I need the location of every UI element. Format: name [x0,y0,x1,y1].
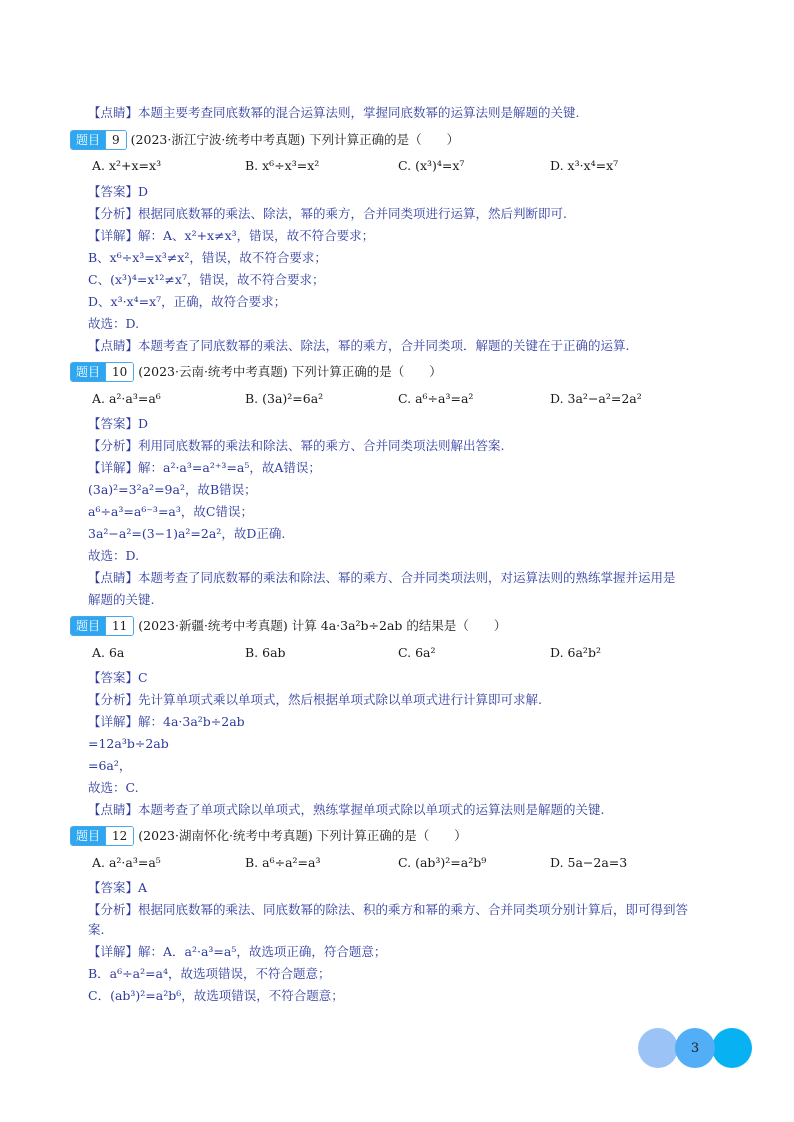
option-c: C. 6a² [398,645,436,660]
question-tag-label: 题目 [71,827,105,845]
question-stem: (2023·云南·统考中考真题) 下列计算正确的是（ ） [138,364,442,379]
option-c: C. (x³)⁴=x⁷ [398,158,465,173]
answer: 【答案】C [88,670,148,685]
detail-line: 【详解】解：4a·3a²b÷2ab [88,714,245,729]
option-c: C. (ab³)²=a²b⁹ [398,855,487,870]
analysis: 案. [88,922,105,937]
page-number: 3 [675,1028,715,1068]
option-d: D. x³·x⁴=x⁷ [550,158,619,173]
detail-line: 3a²−a²=(3−1)a²=2a²，故D正确. [88,526,286,541]
question-tag [70,616,134,636]
question-tag [70,130,127,150]
question-tag-label: 题目 [71,617,105,635]
note: 【点睛】本题考查了单项式除以单项式，熟练掌握单项式除以单项式的运算法则是解题的关键. [88,802,605,817]
question-tag-label: 题目 [71,131,105,149]
detail-line: 【详解】解：A．a²·a³=a⁵，故选项正确，符合题意； [88,944,387,959]
analysis: 【分析】根据同底数幂的乘法、除法，幂的乘方，合并同类项进行运算，然后判断即可. [88,206,567,221]
detail-line: 【详解】解：A、x²+x≠x³，错误，故不符合要求； [88,228,375,243]
answer: 【答案】A [88,880,148,895]
option-a: A. a²·a³=a⁶ [92,391,161,406]
detail-line: B、x⁶÷x³=x³≠x²，错误，故不符合要求； [88,250,327,265]
option-c: C. a⁶÷a³=a² [398,391,474,406]
question-number: 9 [105,131,126,149]
question-11-header [70,616,506,636]
detail-line: 故选：D. [88,316,140,331]
question-stem: (2023·新疆·统考中考真题) 计算 4a·3a²b÷2ab 的结果是（ ） [138,618,507,633]
detail-line: 【详解】解：a²·a³=a²⁺³=a⁵，故A错误； [88,460,321,475]
decorative-circle [638,1028,678,1068]
answer: 【答案】D [88,184,149,199]
option-d: D. 6a²b² [550,645,601,660]
question-stem: (2023·浙江宁波·统考中考真题) 下列计算正确的是（ ） [130,132,460,147]
analysis: 【分析】根据同底数幂的乘法、同底数幂的除法、积的乘方和幂的乘方、合并同类项分别计算后，即可得到答 [88,902,689,917]
option-d: D. 3a²−a²=2a² [550,391,642,406]
analysis: 【分析】先计算单项式乘以单项式，然后根据单项式除以单项式进行计算即可求解. [88,692,542,707]
detail-line: C．(ab³)²=a²b⁶，故选项错误，不符合题意； [88,988,344,1003]
answer: 【答案】D [88,416,149,431]
option-d: D. 5a−2a=3 [550,855,628,870]
decorative-circle [712,1028,752,1068]
top-note: 【点睛】本题主要考查同底数幂的混合运算法则，掌握同底数幂的运算法则是解题的关键. [88,105,580,120]
question-tag [70,362,134,382]
option-b: B. x⁶÷x³=x² [245,158,320,173]
question-number: 12 [105,827,133,845]
option-a: A. 6a [92,645,125,660]
question-10-header [70,362,442,382]
question-tag-label: 题目 [71,363,105,381]
option-b: B. (3a)²=6a² [245,391,324,406]
option-a: A. a²·a³=a⁵ [92,855,161,870]
question-stem: (2023·湖南怀化·统考中考真题) 下列计算正确的是（ ） [138,828,467,843]
note: 解题的关键. [88,592,155,607]
question-number: 10 [105,363,133,381]
analysis: 【分析】利用同底数幂的乘法和除法、幂的乘方、合并同类项法则解出答案. [88,438,505,453]
question-9-header [70,130,459,150]
option-a: A. x²+x=x³ [92,158,162,173]
note: 【点睛】本题考查了同底数幂的乘法和除法、幂的乘方、合并同类项法则，对运算法则的熟练掌握并运用是 [88,570,676,585]
option-b: B. 6ab [245,645,286,660]
detail-line: a⁶÷a³=a⁶⁻³=a³，故C错误； [88,504,253,519]
question-number: 11 [105,617,133,635]
note: 【点睛】本题考查了同底数幂的乘法、除法，幂的乘方，合并同类项．解题的关键在于正确的运算. [88,338,630,353]
detail-line: D、x³·x⁴=x⁷，正确，故符合要求； [88,294,287,309]
detail-line: =6a²， [88,758,132,773]
question-tag [70,826,134,846]
question-12-header [70,826,467,846]
detail-line: (3a)²=3²a²=9a²，故B错误； [88,482,257,497]
detail-line: =12a³b÷2ab [88,736,169,751]
detail-line: C、(x³)⁴=x¹²≠x⁷，错误，故不符合要求； [88,272,325,287]
option-b: B. a⁶÷a²=a³ [245,855,321,870]
detail-line: 故选：D. [88,548,140,563]
detail-line: B．a⁶÷a²=a⁴，故选项错误，不符合题意； [88,966,331,981]
page-number-badge [638,1028,752,1068]
detail-line: 故选：C. [88,780,139,795]
